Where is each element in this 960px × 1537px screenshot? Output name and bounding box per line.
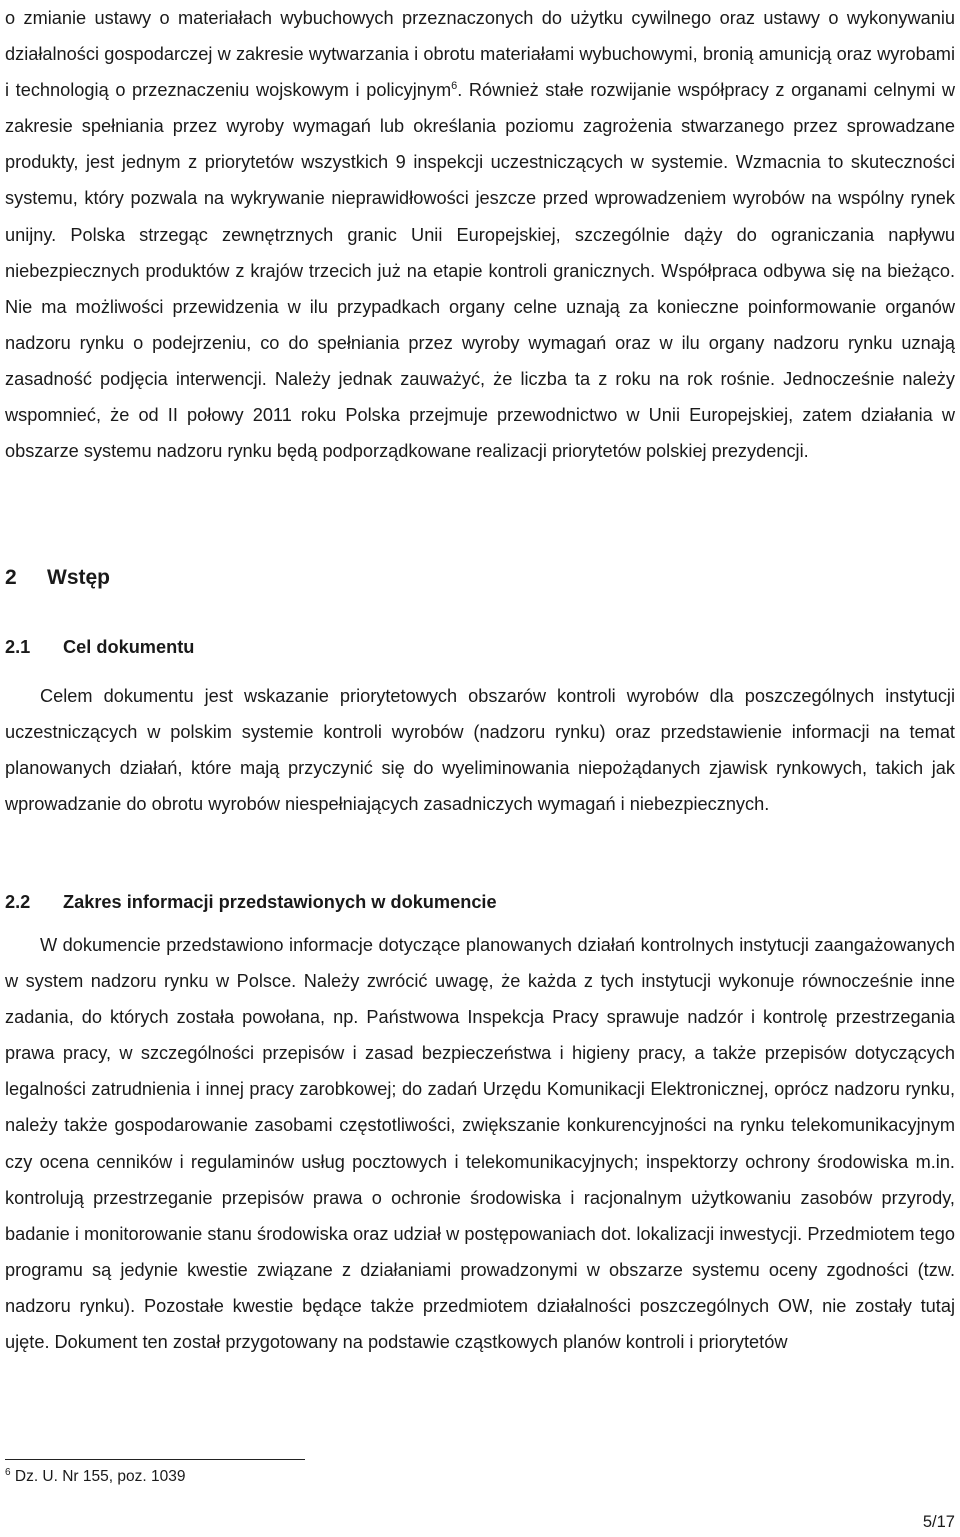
section-heading-2-1 (5, 637, 194, 658)
paragraph-text: o zmianie ustawy o materiałach wybuchowych przeznaczonych do użytku cywilnego oraz ustawy o wykonywaniu działalności gospodarczej w zakresie wytwarzania i obrotu materiałami wybuchowymi, bronią amunicją oraz wyrobami i technologią o przeznaczeniu wojskowym i policyjnym (5, 8, 955, 101)
page-number: 5/17 (922, 1513, 955, 1531)
section-title: Cel dokumentu (63, 637, 195, 657)
section-heading-2 (5, 566, 110, 590)
body-paragraph-2-2 (5, 927, 955, 1360)
section-title: Wstęp (47, 566, 110, 589)
section-number: 2.2 (5, 892, 31, 912)
paragraph-text: Celem dokumentu jest wskazanie priorytetowych obszarów kontroli wyrobów dla poszczególnych instytucji uczestniczących w polskim systemie kontroli wyrobów (nadzoru rynku) oraz przedstawienie informacji na temat planowanych działań, które mają przyczynić się do wyeliminowania niepożądanych zjawisk rynkowych, takich jak wprowadzanie do obrotu wyrobów niespełniających zasadniczych wymagań i niebezpiecznych. (5, 686, 955, 815)
footnote-reference[interactable]: 6 (451, 80, 458, 93)
body-paragraph-2-1 (5, 678, 955, 822)
section-number: 2.1 (5, 637, 31, 657)
body-paragraph-1 (5, 0, 955, 469)
paragraph-text: . Również stałe rozwijanie współpracy z organami celnymi w zakresie spełniania przez wyroby wymagań lub określania poziomu zagrożenia stwarzanego przez sprowadzane produkty, jest jednym z priorytetów wszystkich 9 inspekcji uczestniczących w systemie. Wzmacnia to skuteczności systemu, który pozwala na wykrywanie nieprawidłowości jeszcze przed wprowadzeniem wyrobów na wspólny rynek unijny. Polska strzegąc zewnętrznych granic Unii Europejskiej, szczególnie dąży do ograniczania napływu niebezpiecznych produktów z krajów trzecich już na etapie kontroli granicznych. Współpraca odbywa się na bieżąco. Nie ma możliwości przewidzenia w ilu przypadkach organy celne uznają za konieczne poinformowanie organów nadzoru rynku o podejrzeniu, co do spełniania przez wyroby wymagań oraz w ilu organy nadzoru rynku uznają zasadność podjęcia interwencji. Należy jednak zauważyć, że liczba ta z roku na rok rośnie. Jednocześnie należy wspomnieć, że od II połowy 2011 roku Polska przejmuje przewodnictwo w Unii Europejskiej, zatem działania w obszarze systemu nadzoru rynku będą podporządkowane realizacji priorytetów polskiej prezydencji. (5, 80, 955, 462)
section-title: Zakres informacji przedstawionych w dokumencie (63, 892, 497, 912)
footnote-separator (5, 1459, 305, 1460)
footnote-text: Dz. U. Nr 155, poz. 1039 (14, 1468, 186, 1485)
footnote (5, 1468, 185, 1486)
paragraph-text: W dokumencie przedstawiono informacje dotyczące planowanych działań kontrolnych instytucji zaangażowanych w system nadzoru rynku w Polsce. Należy zwrócić uwagę, że każda z tych instytucji wykonuje równocześnie inne zadania, do których została powołana, np. Państwowa Inspekcja Pracy sprawuje nadzór i kontrolę przestrzegania prawa pracy, w szczególności przepisów i zasad bezpieczeństwa i higieny pracy, a także przepisów dotyczących legalności zatrudnienia i innej pracy zarobkowej; do zadań Urzędu Komunikacji Elektronicznej, oprócz nadzoru rynku, należy także gospodarowanie zasobami częstotliwości, zwiększanie konkurencyjności na rynku telekomunikacyjnym czy ocena cenników i regulaminów usług pocztowych i telekomunikacyjnych; inspektorzy ochrony środowiska m.in. kontrolują przestrzeganie przepisów prawa o ochronie środowiska i racjonalnym użytkowaniu zasobów przyrody, badanie i monitorowanie stanu środowiska oraz udział w postępowaniach dot. lokalizacji inwestycji. Przedmiotem tego programu są jedynie kwestie związane z działaniami prowadzonymi w obszarze systemu oceny zgodności (tzw. nadzoru rynku). Pozostałe kwestie będące także przedmiotem działalności poszczególnych OW, nie zostały tutaj ujęte. Dokument ten został przygotowany na podstawie cząstkowych planów kontroli i priorytetów (5, 935, 955, 1353)
footnote-number: 6 (5, 1466, 11, 1478)
section-number: 2 (5, 566, 17, 589)
section-heading-2-2 (5, 892, 497, 913)
